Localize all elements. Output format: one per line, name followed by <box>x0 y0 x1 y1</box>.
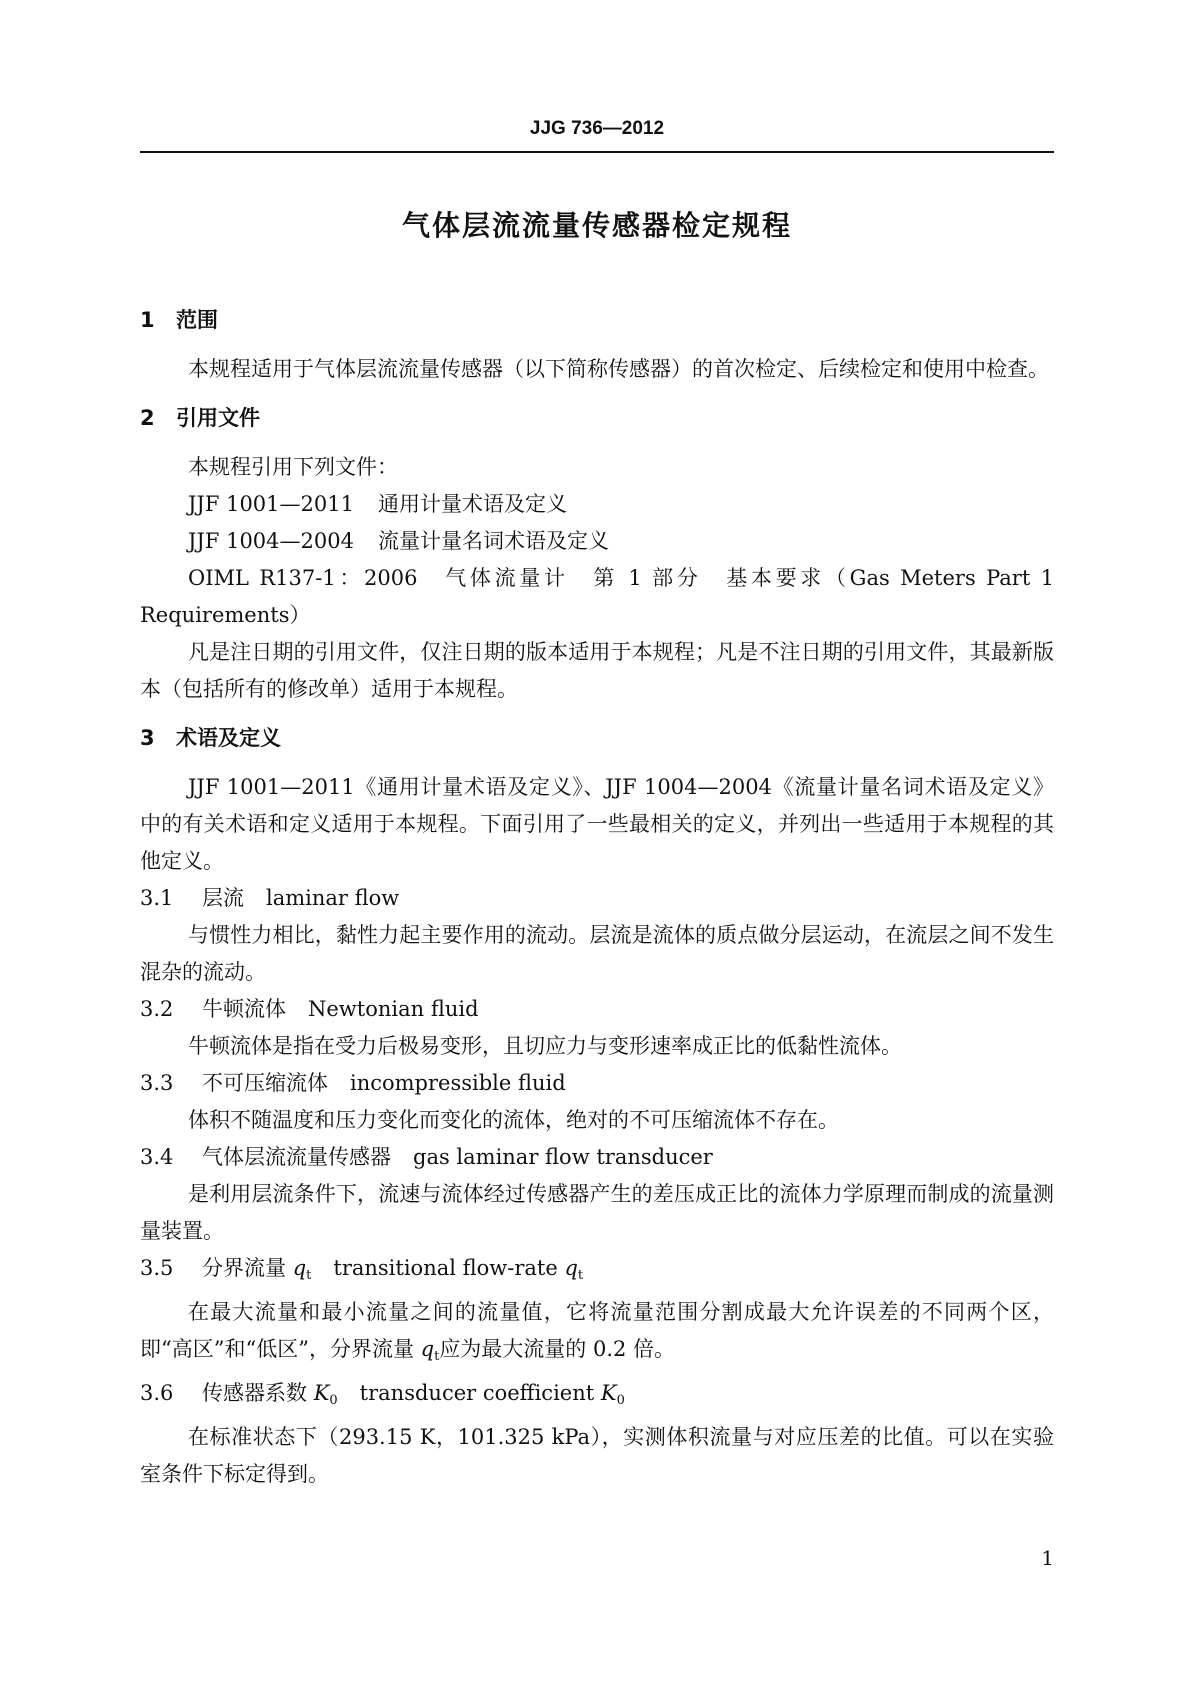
reference-code: JJF 1004—2004 <box>188 529 354 553</box>
term-heading <box>140 1065 1054 1102</box>
term-number: 3.4 <box>140 1145 174 1169</box>
term-chinese: 不可压缩流体 <box>202 1071 328 1095</box>
symbol: K <box>600 1381 617 1405</box>
section-title: 术语及定义 <box>176 726 281 750</box>
symbol-subscript: t <box>577 1268 584 1283</box>
term-number: 3.5 <box>140 1256 174 1280</box>
term-definition: 在标准状态下（293.15 K，101.325 kPa），实测体积流量与对应压差的比值。可以在实验室条件下标定得到。 <box>140 1425 1054 1486</box>
term-number: 3.2 <box>140 997 174 1021</box>
header-rule <box>140 151 1054 153</box>
section-heading-scope <box>140 302 1054 339</box>
symbol: q <box>292 1256 307 1280</box>
term-chinese: 传感器系数 <box>202 1381 307 1405</box>
reference-name: 通用计量术语及定义 <box>377 492 567 516</box>
section-number: 2 <box>140 406 155 430</box>
document-body <box>140 302 1054 1493</box>
term-definition: 体积不随温度和压力变化而变化的流体，绝对的不可压缩流体不存在。 <box>188 1108 839 1132</box>
reference-code: OIML R137-1：2006 <box>188 566 418 590</box>
term-definition: 牛顿流体是指在受力后极易变形，且切应力与变形速率成正比的低黏性流体。 <box>188 1034 902 1058</box>
term-heading <box>140 991 1054 1028</box>
term-english: incompressible fluid <box>350 1071 566 1095</box>
page-title: 气体层流流量传感器检定规程 <box>401 209 792 242</box>
symbol: K <box>313 1381 330 1405</box>
symbol: q <box>564 1256 578 1280</box>
term-number: 3.6 <box>140 1381 174 1405</box>
symbol-subscript: 0 <box>616 1393 625 1408</box>
term-english: Newtonian fluid <box>308 997 479 1021</box>
references-note: 凡是注日期的引用文件，仅注日期的版本适用于本规程；凡是不注日期的引用文件，其最新版本（包括所有的修改单）适用于本规程。 <box>140 640 1054 701</box>
term-english: laminar flow <box>266 886 400 910</box>
section-number: 1 <box>140 308 155 332</box>
section-title: 范围 <box>176 308 218 332</box>
term-number: 3.1 <box>140 886 174 910</box>
references-intro: 本规程引用下列文件： <box>188 455 398 479</box>
reference-item <box>140 560 1054 634</box>
term-english: gas laminar flow transducer <box>413 1145 713 1169</box>
term-chinese: 气体层流流量传感器 <box>202 1145 391 1169</box>
page-number: 1 <box>1041 1546 1054 1570</box>
term-definition: 与惯性力相比，黏性力起主要作用的流动。层流是流体的质点做分层运动，在流层之间不发生混杂的流动。 <box>140 923 1054 984</box>
term-definition: 是利用层流条件下，流速与流体经过传感器产生的差压成正比的流体力学原理而制成的流量测量装置。 <box>140 1182 1054 1243</box>
term-english: transducer coefficient <box>359 1381 595 1405</box>
section-heading-references <box>140 400 1054 437</box>
symbol: q <box>420 1337 435 1361</box>
reference-name: 流量计量名词术语及定义 <box>377 529 609 553</box>
term-chinese: 牛顿流体 <box>202 997 286 1021</box>
reference-item <box>140 486 1054 523</box>
section-number: 3 <box>140 726 155 750</box>
term-chinese: 分界流量 <box>202 1256 286 1280</box>
definition-text: 应为最大流量的 0.2 倍。 <box>439 1337 676 1361</box>
term-heading <box>140 1139 1054 1176</box>
reference-code: JJF 1001—2011 <box>188 492 354 516</box>
term-heading <box>140 1375 1054 1419</box>
term-heading <box>140 1250 1054 1294</box>
term-heading <box>140 880 1054 917</box>
symbol-subscript: t <box>306 1268 312 1283</box>
symbol-subscript: 0 <box>329 1393 338 1408</box>
definition-text: 在最大流量和最小流量之间的流量值，它将流量范围分割成最大允许误差的不同两个区，即“高区”和“低区”，分界流量 <box>140 1300 1054 1361</box>
section-heading-terms <box>140 720 1054 757</box>
terms-intro: JJF 1001—2011《通用计量术语及定义》、JJF 1004—2004《流量计量名词术语及定义》中的有关术语和定义适用于本规程。下面引用了一些最相关的定义，并列出一些适用于本规程的其他定义。 <box>140 775 1054 873</box>
scope-paragraph: 本规程适用于气体层流流量传感器（以下简称传感器）的首次检定、后续检定和使用中检查。 <box>188 357 1049 381</box>
term-english: transitional flow-rate <box>333 1256 558 1280</box>
symbol-subscript: t <box>434 1349 440 1364</box>
reference-name: 气体流量计 第 1 部分 基本要求（Gas Meters Part 1 Requirements） <box>140 566 1055 627</box>
term-definition <box>140 1294 1054 1375</box>
term-number: 3.3 <box>140 1071 174 1095</box>
reference-item <box>140 523 1054 560</box>
section-title: 引用文件 <box>176 406 260 430</box>
standard-code-header: JJG 736—2012 <box>529 118 665 139</box>
term-chinese: 层流 <box>202 886 244 910</box>
